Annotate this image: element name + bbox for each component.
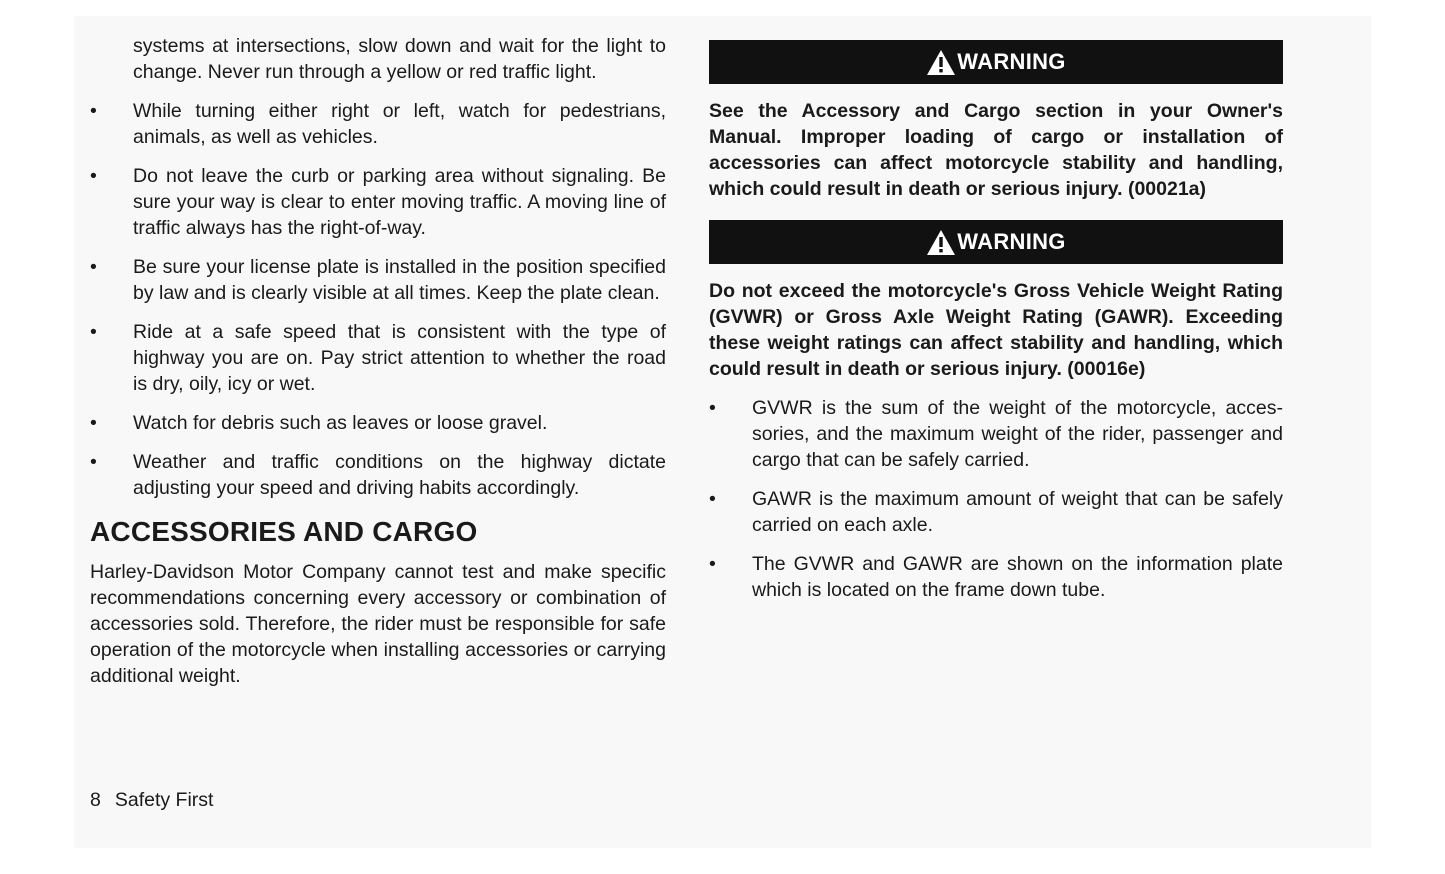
bullet-dot: • <box>90 256 97 278</box>
bullet-dot: • <box>709 488 716 510</box>
bullet-dot: • <box>90 321 97 343</box>
section-body: Harley-Davidson Motor Company cannot test and make specific recommendations concerning every accessory or combination of accessories sold. Therefore, the rider must be responsible for safe operation of the motorcycle when installing accessories or carrying additional weight. <box>90 561 666 687</box>
bullet-dot: • <box>90 412 97 434</box>
bullet-dot: • <box>90 451 97 473</box>
warning-banner <box>709 40 1283 84</box>
footer-section-title: Safety First <box>114 789 214 811</box>
right-column <box>709 40 1283 603</box>
warning-text: See the Accessory and Cargo section in your Owner's Manual. Improper loading of cargo or installation of accessories can affect motorcycle stability and handling, which could result in death or serious injury. (00021a) <box>709 100 1283 200</box>
bullet-dot: • <box>709 397 716 419</box>
list-item: • Watch for debris such as leaves or loose gravel. <box>90 412 548 434</box>
left-column <box>90 33 666 689</box>
bullet-dot: • <box>90 165 97 187</box>
bullet-dot: • <box>709 553 716 575</box>
page-number: 8 <box>90 789 101 811</box>
warning-banner <box>709 220 1283 264</box>
list-item: • Ride at a safe speed that is consistent with the type of highway you are on. Pay strict attention to whether the road is dry, oily, icy or wet. <box>90 321 666 395</box>
list-item: • GVWR is the sum of the weight of the motorcycle, accessories, and the maximum weight of the rider, passenger and cargo that can be safely carried. <box>709 397 1283 471</box>
safety-bullet-list <box>90 98 666 501</box>
list-item: • Do not leave the curb or parking area without signaling. Be sure your way is clear to enter moving traffic. A moving line of traffic always has the right-of-way. <box>90 165 666 239</box>
section-heading: ACCESSORIES AND CARGO <box>90 516 478 547</box>
warning-text: Do not exceed the motorcycle's Gross Vehicle Weight Rating (GVWR) or Gross Axle Weight Rating (GAWR). Exceeding these weight ratings can affect stability and handling, which could result in death or serious injury. (00016e) <box>709 280 1283 380</box>
warning-triangle-icon <box>926 49 956 76</box>
list-item: • The GVWR and GAWR are shown on the information plate which is located on the frame down tube. <box>709 553 1283 601</box>
warning-label: WARNING <box>957 49 1066 74</box>
continued-paragraph: systems at intersections, slow down and wait for the light to change. Never run through a yellow or red traffic light. <box>133 35 666 83</box>
warning-triangle-icon <box>926 229 956 256</box>
list-item: • Be sure your license plate is installed in the position specified by law and is clearly visible at all times. Keep the plate clean. <box>90 256 666 304</box>
bullet-dot: • <box>90 100 97 122</box>
warning-label: WARNING <box>957 229 1066 254</box>
list-item: • Weather and traffic conditions on the highway dictate adjusting your speed and driving habits accordingly. <box>90 451 666 499</box>
page-footer <box>90 789 213 812</box>
list-item: • GAWR is the maximum amount of weight that can be safely carried on each axle. <box>709 488 1283 536</box>
list-item: • While turning either right or left, watch for pedestrians, animals, as well as vehicles. <box>90 100 666 148</box>
weight-bullet-list <box>709 395 1283 603</box>
